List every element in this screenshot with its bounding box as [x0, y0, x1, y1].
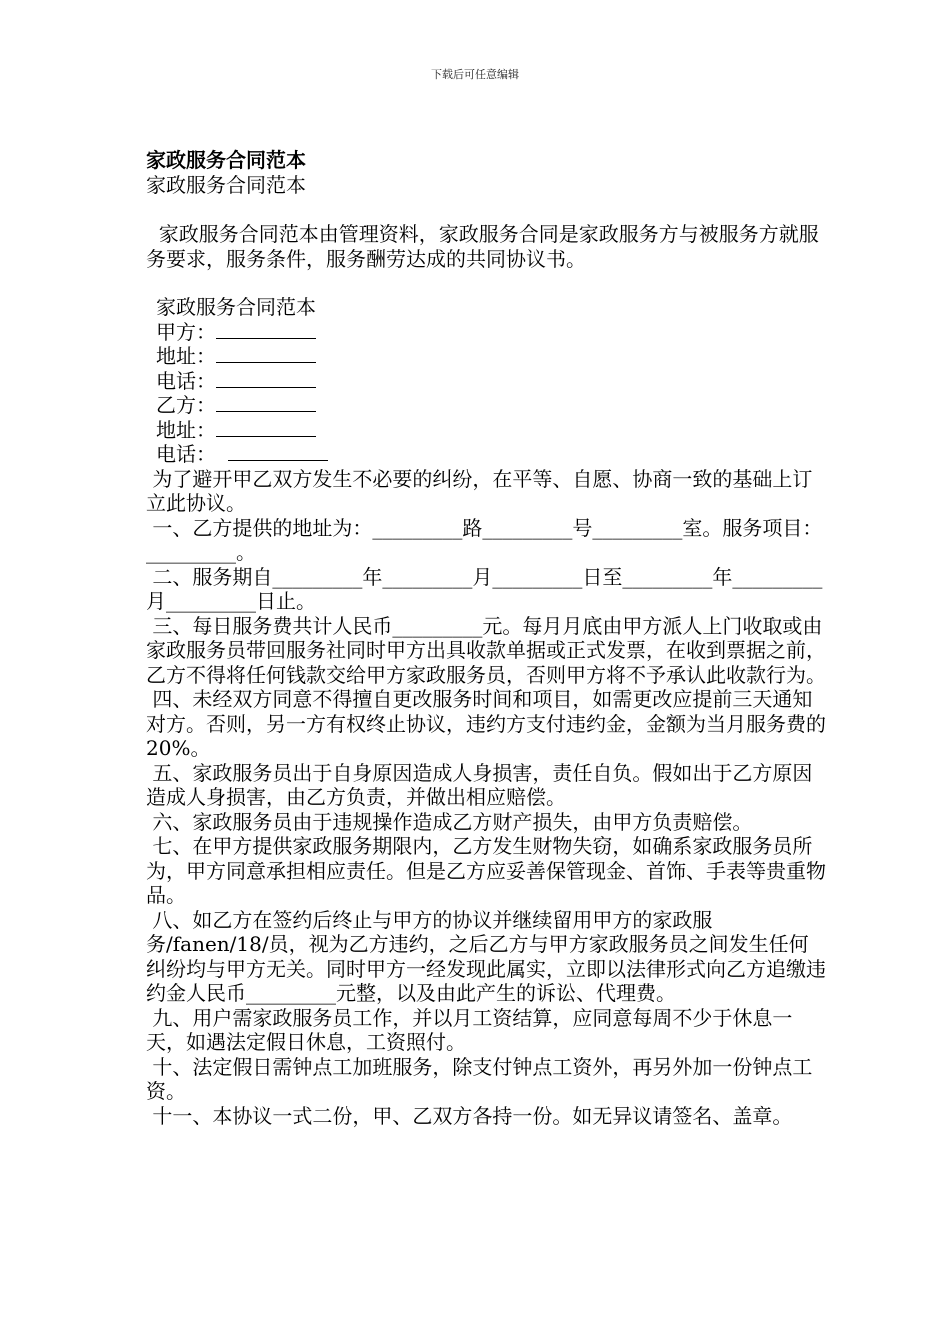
- fill-blank: [216, 393, 316, 412]
- clause-4: 四、未经双方同意不得擅自更改服务时间和项目，如需更改应提前三天通知对方。否则，另一方有权终止协议，违约方支付违约金，金额为当月服务费的20%。: [146, 687, 826, 760]
- clause-preamble: 为了避开甲乙双方发生不必要的纠纷，在平等、自愿、协商一致的基础上订立此协议。: [146, 466, 813, 515]
- clause-8: 八、如乙方在签约后终止与甲方的协议并继续留用甲方的家政服务/fanen/18/员，视为乙方违约，之后乙方与甲方家政服务员之间发生任何纠纷均与甲方无关。同时甲方一经发现此属实，立即以法律形式向乙方追缴违约金人民币_________元整，以及由此产生的诉讼、代理费。: [146, 907, 826, 1005]
- clause-7: 七、在甲方提供家政服务期限内，乙方发生财物失窃，如确系家政服务员所为，甲方同意承担相应责任。但是乙方应妥善保管现金、首饰、手表等贵重物品。: [146, 834, 826, 907]
- clause-11: 十一、本协议一式二份，甲、乙双方各持一份。如无异议请签名、盖章。: [146, 1103, 793, 1128]
- clause-9: 九、用户需家政服务员工作，并以月工资结算，应同意每周不少于休息一天，如遇法定假日休息，工资照付。: [146, 1005, 793, 1054]
- party-a-field: [146, 320, 826, 345]
- clause-10: 十、法定假日需钟点工加班服务，除支付钟点工资外，再另外加一份钟点工资。: [146, 1054, 813, 1103]
- clause-2: 二、服务期自_________年_________月_________日至_________年_________月_________日止。: [146, 564, 823, 613]
- section-title: 家政服务合同范本: [156, 295, 316, 319]
- clause-6: 六、家政服务员由于违规操作造成乙方财产损失，由甲方负责赔偿。: [146, 809, 753, 834]
- field-label: 甲方：: [156, 319, 216, 344]
- field-label: 电话：: [156, 368, 216, 393]
- field-label: 地址：: [156, 344, 216, 368]
- clause-1: 一、乙方提供的地址为：_________路_________号_________室。服务项目：_________。: [146, 515, 823, 564]
- party-b-field: [146, 393, 826, 418]
- document-title: 家政服务合同范本: [146, 148, 306, 172]
- field-label: 电话：: [156, 442, 216, 466]
- fill-blank: [216, 418, 316, 437]
- intro-paragraph: 家政服务合同范本由管理资料，家政服务合同是家政服务方与被服务方就服务要求，服务条件，服务酬劳达成的共同协议书。: [146, 222, 819, 271]
- field-label: 地址：: [156, 417, 216, 442]
- party-b-address-field: [146, 418, 826, 443]
- contract-clauses: [146, 467, 826, 1129]
- party-a-address-field: [146, 344, 826, 369]
- clause-5: 五、家政服务员出于自身原因造成人身损害，责任自负。假如出于乙方原因造成人身损害，由乙方负责，并做出相应赔偿。: [146, 760, 813, 809]
- fill-blank: [216, 320, 316, 339]
- document-subtitle: 家政服务合同范本: [146, 173, 306, 197]
- field-label: 乙方：: [156, 393, 216, 417]
- contract-document: [146, 148, 826, 1128]
- fill-blank: [228, 442, 328, 461]
- party-b-phone-field: [146, 442, 826, 467]
- party-fields: [146, 320, 826, 467]
- party-a-phone-field: [146, 369, 826, 394]
- header-note: 下载后可任意编辑: [431, 68, 519, 81]
- clause-3: 三、每日服务费共计人民币_________元。每月月底由甲方派人上门收取或由家政服务员带回服务社同时甲方出具收款单据或正式发票，在收到票据之前，乙方不得将任何钱款交给甲方家政服务员，否则甲方将不予承认此收款行为。: [146, 613, 826, 687]
- fill-blank: [216, 369, 316, 388]
- fill-blank: [216, 344, 316, 363]
